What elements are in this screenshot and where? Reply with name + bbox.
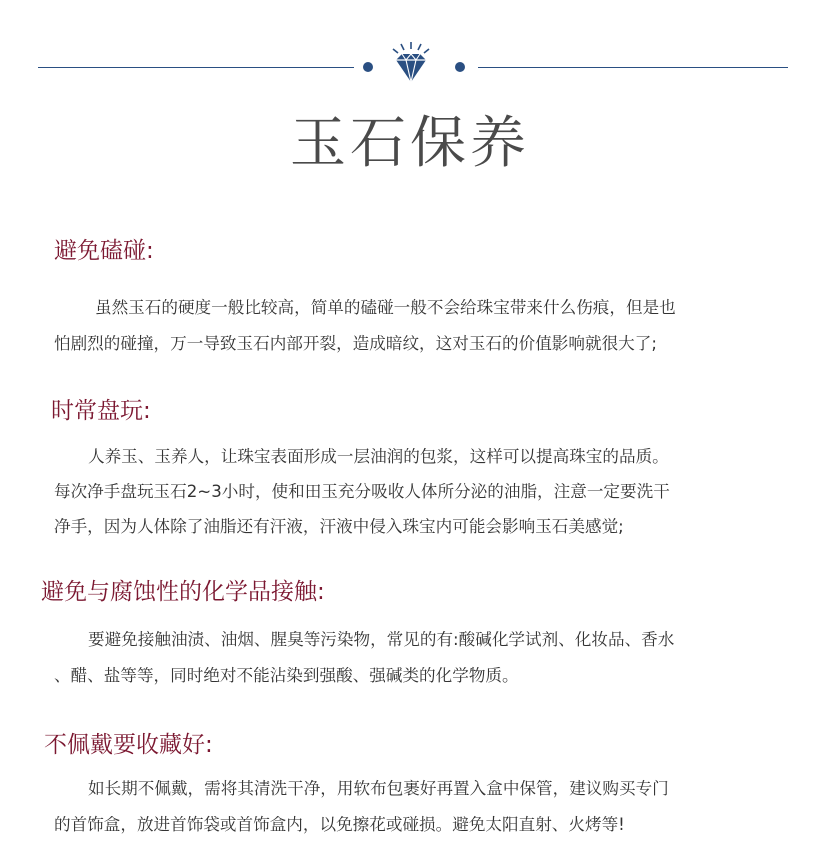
section-heading-handle-often: 时常盘玩: [51, 398, 151, 424]
body-line: 怕剧烈的碰撞，万一导致玉石内部开裂，造成暗纹，这对玉石的价值影响就很大了; [54, 334, 657, 353]
section-body-store-properly [54, 771, 669, 843]
header-divider-right [478, 67, 788, 68]
section-heading-avoid-bump: 避免磕碰: [54, 238, 154, 264]
body-line: 虽然玉石的硬度一般比较高，简单的磕碰一般不会给珠宝带来什么伤痕，但是也 [95, 298, 676, 317]
header-dot-right [455, 62, 465, 72]
body-line: 、醋、盐等等，同时绝对不能沾染到强酸、强碱类的化学物质。 [54, 666, 519, 685]
body-line: 每次净手盘玩玉石2~3小时，使和田玉充分吸收人体所分泌的油脂，注意一定要洗干 [54, 482, 670, 501]
section-heading-store-properly: 不佩戴要收藏好: [44, 732, 213, 758]
header-divider-left [38, 67, 354, 68]
header-dot-left [363, 62, 373, 72]
diamond-icon [385, 40, 437, 88]
body-line: 人养玉、玉养人，让珠宝表面形成一层油润的包浆，这样可以提高珠宝的品质。 [88, 447, 669, 466]
section-body-handle-often [54, 439, 670, 544]
body-line: 的首饰盒，放进首饰袋或首饰盒内，以免擦花或碰损。避免太阳直射、火烤等! [54, 815, 625, 834]
body-line: 净手，因为人体除了油脂还有汗液，汗液中侵入珠宝内可能会影响玉石美感觉; [54, 517, 624, 536]
body-line: 要避免接触油渍、油烟、腥臭等污染物，常见的有:酸碱化学试剂、化妆品、香水 [88, 630, 675, 649]
section-heading-avoid-chemicals: 避免与腐蚀性的化学品接触: [41, 579, 325, 605]
body-line: 如长期不佩戴，需将其清洗干净，用软布包裹好再置入盒中保管，建议购买专门 [88, 779, 669, 798]
section-body-avoid-chemicals [54, 622, 674, 694]
section-body-avoid-bump [54, 290, 676, 362]
page-title: 玉石保养 [290, 111, 530, 176]
